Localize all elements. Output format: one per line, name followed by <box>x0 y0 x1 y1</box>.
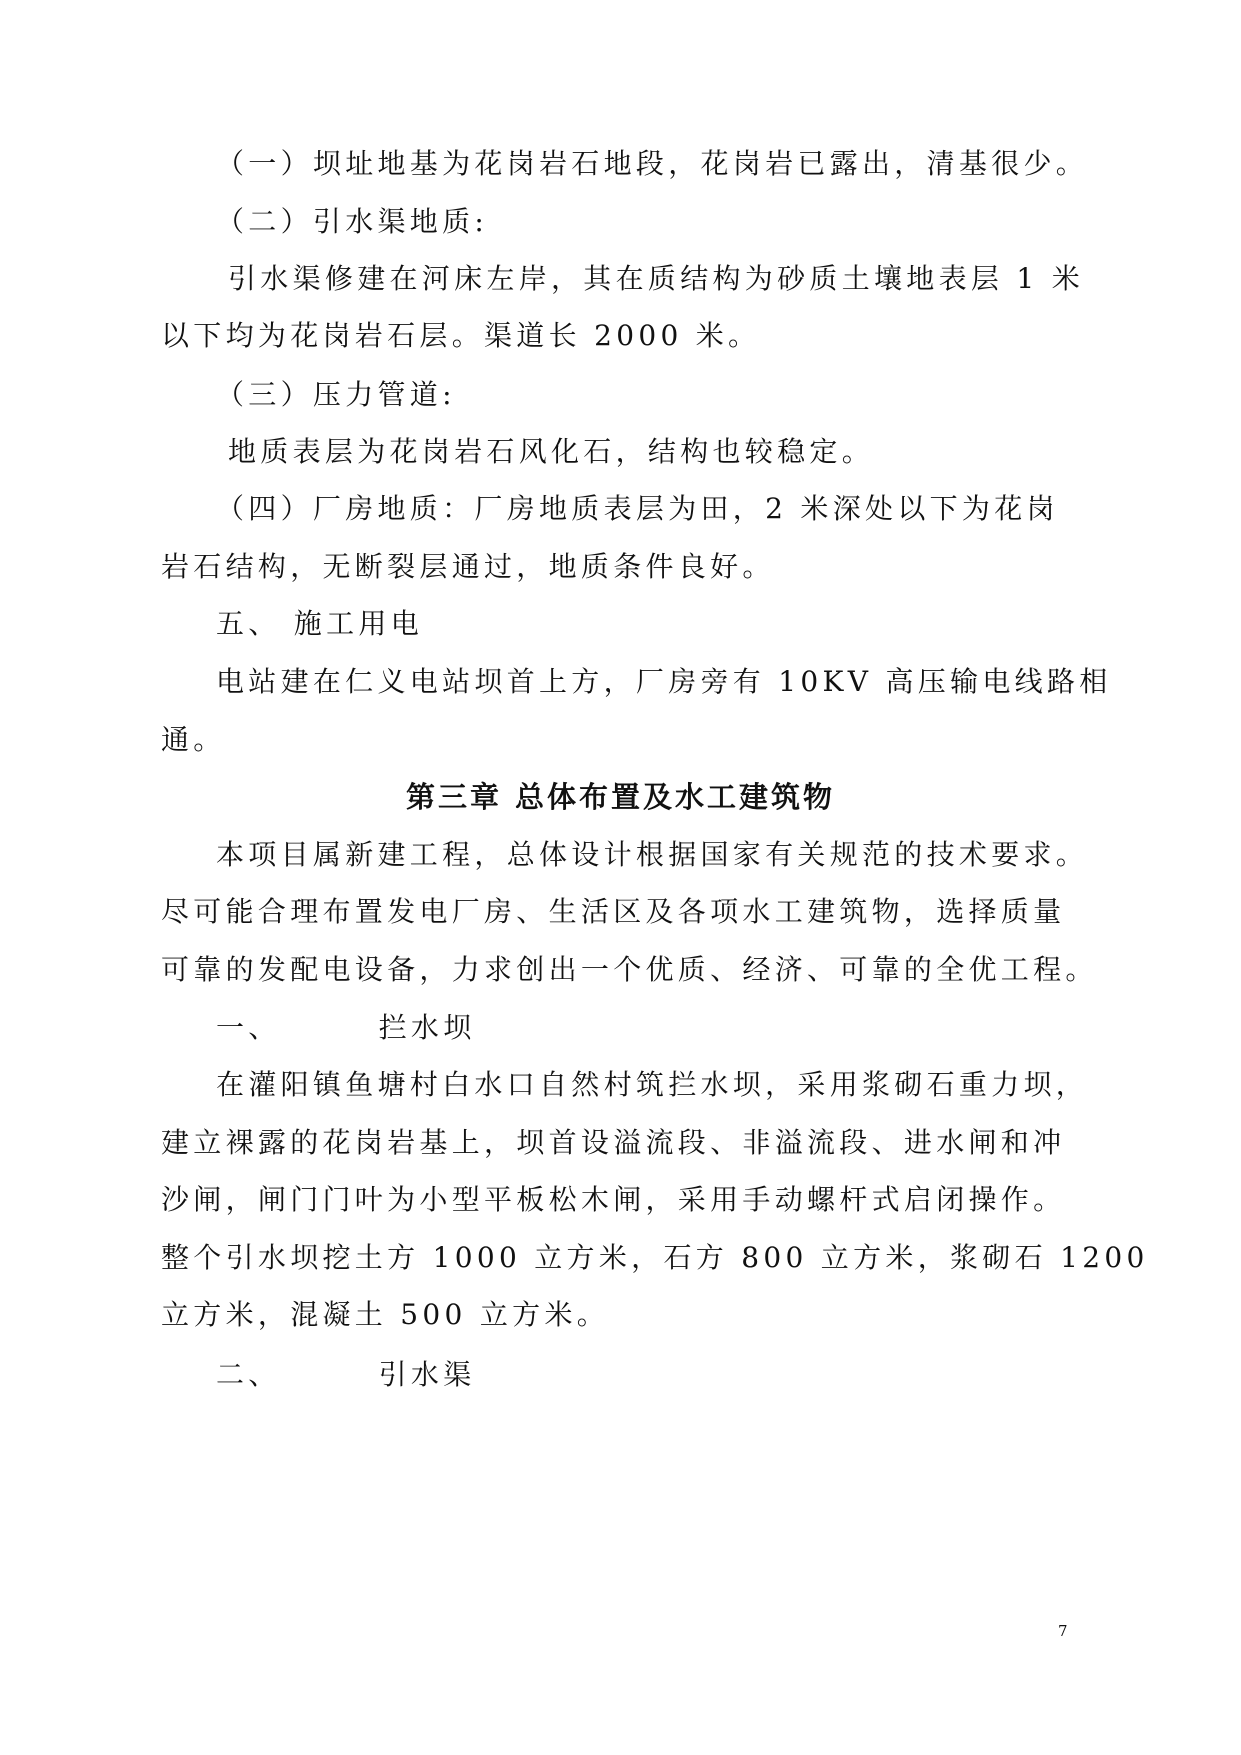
paragraph-line: （四）厂房地质：厂房地质表层为田，2 米深处以下为花岗 <box>216 492 1059 525</box>
paragraph-line: 尽可能合理布置发电厂房、生活区及各项水工建筑物，选择质量 <box>161 895 1066 928</box>
paragraph-line: （一）坝址地基为花岗岩石地段，花岗岩已露出，清基很少。 <box>216 147 1089 180</box>
paragraph-line: 本项目属新建工程，总体设计根据国家有关规范的技术要求。 <box>216 838 1089 871</box>
paragraph-line: 电站建在仁义电站坝首上方，厂房旁有 10KV 高压输电线路相 <box>216 665 1112 698</box>
paragraph-line: 可靠的发配电设备，力求创出一个优质、经济、可靠的全优工程。 <box>161 953 1098 986</box>
section-heading: 五、 施工用电 <box>216 607 424 640</box>
paragraph-line: （二）引水渠地质: <box>216 205 489 238</box>
paragraph-line: （三）压力管道: <box>216 378 456 411</box>
section-title: 引水渠 <box>378 1358 476 1391</box>
section-number: 二、 <box>216 1358 281 1391</box>
paragraph-line: 地质表层为花岗岩石风化石，结构也较稳定。 <box>228 435 875 468</box>
paragraph-line: 立方米，混凝土 500 立方米。 <box>161 1298 610 1331</box>
paragraph-line: 岩石结构，无断裂层通过，地质条件良好。 <box>161 550 775 583</box>
section-heading-dam <box>216 1010 476 1046</box>
page-number: 7 <box>1058 1622 1068 1640</box>
paragraph-line: 以下均为花岗岩石层。渠道长 2000 米。 <box>161 319 761 352</box>
section-heading-canal <box>216 1357 476 1393</box>
section-title: 拦水坝 <box>378 1011 476 1044</box>
section-number: 一、 <box>216 1011 281 1044</box>
chapter-title: 第三章 总体布置及水工建筑物 <box>405 780 836 814</box>
paragraph-line: 建立裸露的花岗岩基上，坝首设溢流段、非溢流段、进水闸和冲 <box>161 1126 1066 1159</box>
paragraph-line: 引水渠修建在河床左岸，其在质结构为砂质土壤地表层 1 米 <box>228 262 1085 295</box>
paragraph-line: 沙闸，闸门门叶为小型平板松木闸，采用手动螺杆式启闭操作。 <box>161 1183 1066 1216</box>
paragraph-line: 在灌阳镇鱼塘村白水口自然村筑拦水坝，采用浆砌石重力坝， <box>216 1068 1089 1101</box>
paragraph-line: 通。 <box>161 723 226 756</box>
paragraph-line: 整个引水坝挖土方 1000 立方米，石方 800 立方米，浆砌石 1200 <box>161 1241 1149 1274</box>
